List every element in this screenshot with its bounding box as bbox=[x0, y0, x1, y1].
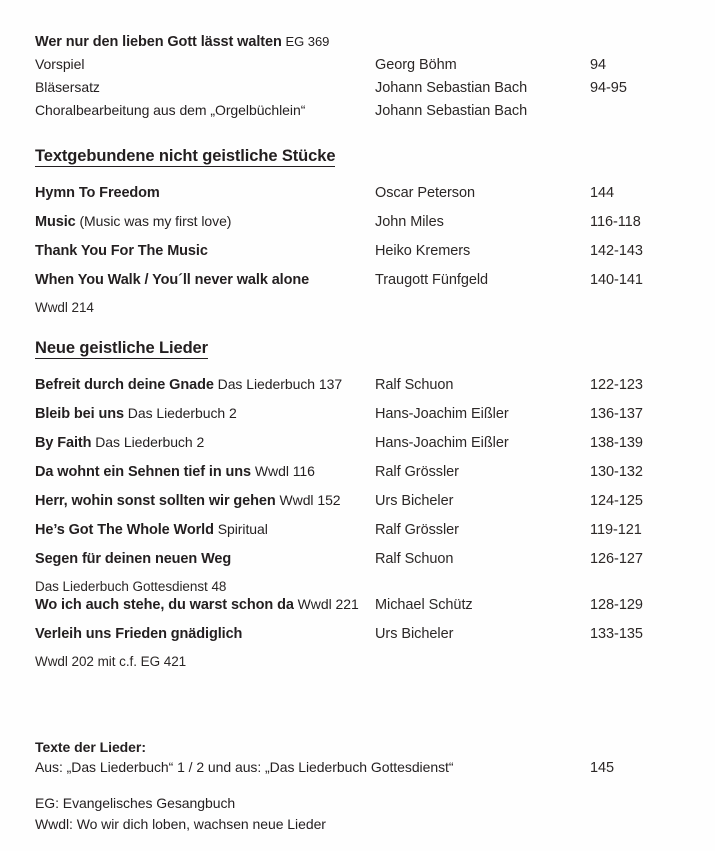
song-composer: Ralf Grössler bbox=[375, 463, 459, 480]
song-row bbox=[0, 521, 715, 539]
movement-composer: Johann Sebastian Bach bbox=[375, 103, 528, 119]
movement-name: Vorspiel bbox=[35, 56, 85, 72]
opening-title-reference: EG 369 bbox=[285, 34, 330, 49]
song-title-cell bbox=[0, 376, 375, 394]
song-reference: Das Liederbuch 137 bbox=[217, 375, 343, 392]
song-pages: 119-121 bbox=[590, 521, 642, 538]
movement-name-cell bbox=[0, 79, 375, 97]
footer-notes-block bbox=[0, 671, 715, 834]
song-pages-cell bbox=[590, 434, 715, 452]
spacer bbox=[0, 317, 715, 339]
song-title-cell bbox=[0, 492, 375, 510]
song-pages-cell bbox=[590, 213, 715, 231]
song-reference: Wwdl 221 bbox=[297, 595, 359, 612]
song-entry bbox=[0, 550, 715, 596]
song-pages: 124-125 bbox=[590, 492, 643, 509]
song-title: By Faith bbox=[35, 434, 92, 451]
song-composer-cell bbox=[375, 492, 590, 510]
song-pages: 140-141 bbox=[590, 272, 643, 288]
song-reference: Spiritual bbox=[217, 520, 268, 537]
song-entry bbox=[0, 463, 715, 481]
song-pages: 142-143 bbox=[590, 243, 643, 259]
song-row bbox=[0, 492, 715, 510]
song-title: He’s Got The Whole World bbox=[35, 521, 214, 538]
song-title-cell bbox=[0, 405, 375, 423]
song-title: When You Walk / You´ll never walk alone bbox=[35, 272, 310, 288]
song-title: Segen für deinen neuen Weg bbox=[35, 550, 232, 567]
song-composer: Hans-Joachim Eißler bbox=[375, 405, 509, 422]
spacer bbox=[0, 358, 715, 376]
song-row bbox=[0, 434, 715, 452]
song-subline: Wwdl 214 bbox=[35, 300, 94, 315]
section-list-neue-geistliche bbox=[0, 376, 715, 671]
song-pages-cell bbox=[590, 242, 715, 260]
song-title-cell bbox=[0, 596, 375, 614]
song-composer: Michael Schütz bbox=[375, 596, 473, 613]
song-composer-cell bbox=[375, 405, 590, 423]
song-pages: 126-127 bbox=[590, 550, 643, 567]
song-reference: Das Liederbuch 2 bbox=[127, 404, 237, 421]
movement-row bbox=[0, 79, 715, 97]
song-composer: Urs Bicheler bbox=[375, 492, 454, 509]
movement-composer-cell bbox=[375, 56, 590, 74]
footer-heading: Texte der Lieder: bbox=[35, 738, 146, 755]
movement-pages: 94 bbox=[590, 57, 607, 73]
section-heading-text: Neue geistliche Lieder bbox=[35, 338, 208, 357]
song-entry bbox=[0, 434, 715, 452]
song-title: Befreit durch deine Gnade bbox=[35, 376, 214, 393]
song-pages: 138-139 bbox=[590, 434, 643, 451]
song-title-cell bbox=[0, 463, 375, 481]
section-list-textgebundene bbox=[0, 184, 715, 317]
movement-pages-cell bbox=[590, 56, 715, 74]
song-entry bbox=[0, 213, 715, 231]
song-title: Thank You For The Music bbox=[35, 243, 208, 259]
song-composer-cell bbox=[375, 434, 590, 452]
song-pages: 116-118 bbox=[590, 214, 641, 230]
movement-name: Choralbearbeitung aus dem „Orgelbüchlein“ bbox=[35, 102, 306, 118]
song-entry bbox=[0, 271, 715, 317]
song-composer-cell bbox=[375, 271, 590, 289]
opening-title-row bbox=[0, 34, 715, 50]
opening-movement-list bbox=[0, 56, 715, 120]
song-composer: Urs Bicheler bbox=[375, 625, 454, 642]
song-pages-cell bbox=[590, 625, 715, 643]
song-composer-cell bbox=[375, 376, 590, 394]
song-pages: 133-135 bbox=[590, 625, 643, 642]
song-title: Bleib bei uns bbox=[35, 405, 124, 422]
song-row bbox=[0, 463, 715, 481]
footer-source-pages: 145 bbox=[590, 759, 615, 776]
song-composer: Hans-Joachim Eißler bbox=[375, 434, 509, 451]
song-reference: Das Liederbuch 2 bbox=[95, 433, 205, 450]
spacer bbox=[0, 166, 715, 184]
song-row bbox=[0, 242, 715, 260]
song-subline: Das Liederbuch Gottesdienst 48 bbox=[35, 578, 227, 594]
movement-composer: Georg Böhm bbox=[375, 57, 457, 73]
song-title: Hymn To Freedom bbox=[35, 185, 160, 201]
song-composer-cell bbox=[375, 596, 590, 614]
song-composer-cell bbox=[375, 242, 590, 260]
song-composer-cell bbox=[375, 184, 590, 202]
song-row bbox=[0, 596, 715, 614]
song-composer-cell bbox=[375, 550, 590, 568]
movement-row bbox=[0, 56, 715, 74]
song-row bbox=[0, 184, 715, 202]
footer-source-pages-cell bbox=[590, 757, 715, 777]
song-title-cell bbox=[0, 184, 375, 202]
song-composer: Ralf Grössler bbox=[375, 521, 459, 538]
song-composer: Ralf Schuon bbox=[375, 376, 454, 393]
movement-row bbox=[0, 102, 715, 120]
song-pages: 130-132 bbox=[590, 463, 643, 480]
song-title: Da wohnt ein Sehnen tief in uns bbox=[35, 463, 252, 480]
spacer bbox=[0, 777, 715, 793]
section-heading-neue-geistliche bbox=[0, 339, 715, 358]
movement-composer-cell bbox=[375, 79, 590, 97]
song-row bbox=[0, 213, 715, 231]
song-composer-cell bbox=[375, 521, 590, 539]
song-pages-cell bbox=[590, 184, 715, 202]
song-composer: Ralf Schuon bbox=[375, 550, 454, 567]
song-pages-cell bbox=[590, 463, 715, 481]
song-pages: 144 bbox=[590, 185, 615, 201]
movement-name-cell bbox=[0, 56, 375, 74]
movement-composer-cell bbox=[375, 102, 590, 120]
song-composer-cell bbox=[375, 463, 590, 481]
movement-pages-cell bbox=[590, 79, 715, 97]
song-composer: Heiko Kremers bbox=[375, 243, 471, 259]
section-heading-text: Textgebundene nicht geistliche Stücke bbox=[35, 147, 336, 165]
song-row bbox=[0, 405, 715, 423]
song-entry bbox=[0, 376, 715, 394]
song-entry bbox=[0, 625, 715, 671]
song-title: Music bbox=[35, 214, 76, 230]
song-title-cell bbox=[0, 271, 375, 289]
song-entry bbox=[0, 596, 715, 614]
song-entry bbox=[0, 492, 715, 510]
opening-piece-block bbox=[0, 0, 715, 120]
song-reference: Wwdl 116 bbox=[254, 462, 315, 479]
song-pages-cell bbox=[590, 376, 715, 394]
song-pages-cell bbox=[590, 596, 715, 614]
song-pages: 128-129 bbox=[590, 596, 643, 613]
song-row bbox=[0, 550, 715, 568]
song-composer-cell bbox=[375, 625, 590, 643]
song-composer: Oscar Peterson bbox=[375, 185, 476, 201]
song-title-cell bbox=[0, 242, 375, 260]
song-pages: 122-123 bbox=[590, 376, 643, 393]
movement-name: Bläsersatz bbox=[35, 79, 100, 95]
song-title: Herr, wohin sonst sollten wir gehen bbox=[35, 492, 276, 509]
song-reference: (Music was my first love) bbox=[79, 213, 232, 229]
song-title-cell bbox=[0, 434, 375, 452]
song-title-cell bbox=[0, 213, 375, 231]
song-pages-cell bbox=[590, 550, 715, 568]
opening-title-cell bbox=[0, 34, 375, 50]
song-pages: 136-137 bbox=[590, 405, 643, 422]
footer-source-row bbox=[0, 757, 715, 777]
footer-abbreviation-wwdl: Wwdl: Wo wir dich loben, wachsen neue Lieder bbox=[35, 815, 326, 832]
song-title: Wo ich auch stehe, du warst schon da bbox=[35, 596, 294, 613]
footer-source-line: Aus: „Das Liederbuch“ 1 / 2 und aus: „Das Liederbuch Gottesdienst“ bbox=[35, 758, 454, 775]
movement-composer: Johann Sebastian Bach bbox=[375, 80, 528, 96]
song-row bbox=[0, 271, 715, 289]
song-pages-cell bbox=[590, 405, 715, 423]
song-entry bbox=[0, 521, 715, 539]
song-title: Verleih uns Frieden gnädiglich bbox=[35, 625, 243, 642]
song-title-cell bbox=[0, 625, 375, 643]
song-subline: Wwdl 202 mit c.f. EG 421 bbox=[35, 653, 187, 669]
song-row bbox=[0, 625, 715, 643]
song-composer-cell bbox=[375, 213, 590, 231]
song-entry bbox=[0, 405, 715, 423]
song-pages-cell bbox=[590, 492, 715, 510]
spacer bbox=[0, 125, 715, 147]
opening-title: Wer nur den lieben Gott lässt walten bbox=[35, 34, 282, 50]
footer-abbreviation-eg: EG: Evangelisches Gesangbuch bbox=[35, 795, 236, 812]
song-title-cell bbox=[0, 521, 375, 539]
song-reference: Wwdl 152 bbox=[279, 491, 341, 508]
song-entry bbox=[0, 242, 715, 260]
song-entry bbox=[0, 184, 715, 202]
song-composer: Traugott Fünfgeld bbox=[375, 272, 489, 288]
song-pages-cell bbox=[590, 521, 715, 539]
movement-name-cell bbox=[0, 102, 375, 120]
movement-pages: 94-95 bbox=[590, 80, 627, 96]
song-title-cell bbox=[0, 550, 375, 568]
song-row bbox=[0, 376, 715, 394]
song-pages-cell bbox=[590, 271, 715, 289]
song-composer: John Miles bbox=[375, 214, 444, 230]
section-heading-textgebundene bbox=[0, 147, 715, 166]
